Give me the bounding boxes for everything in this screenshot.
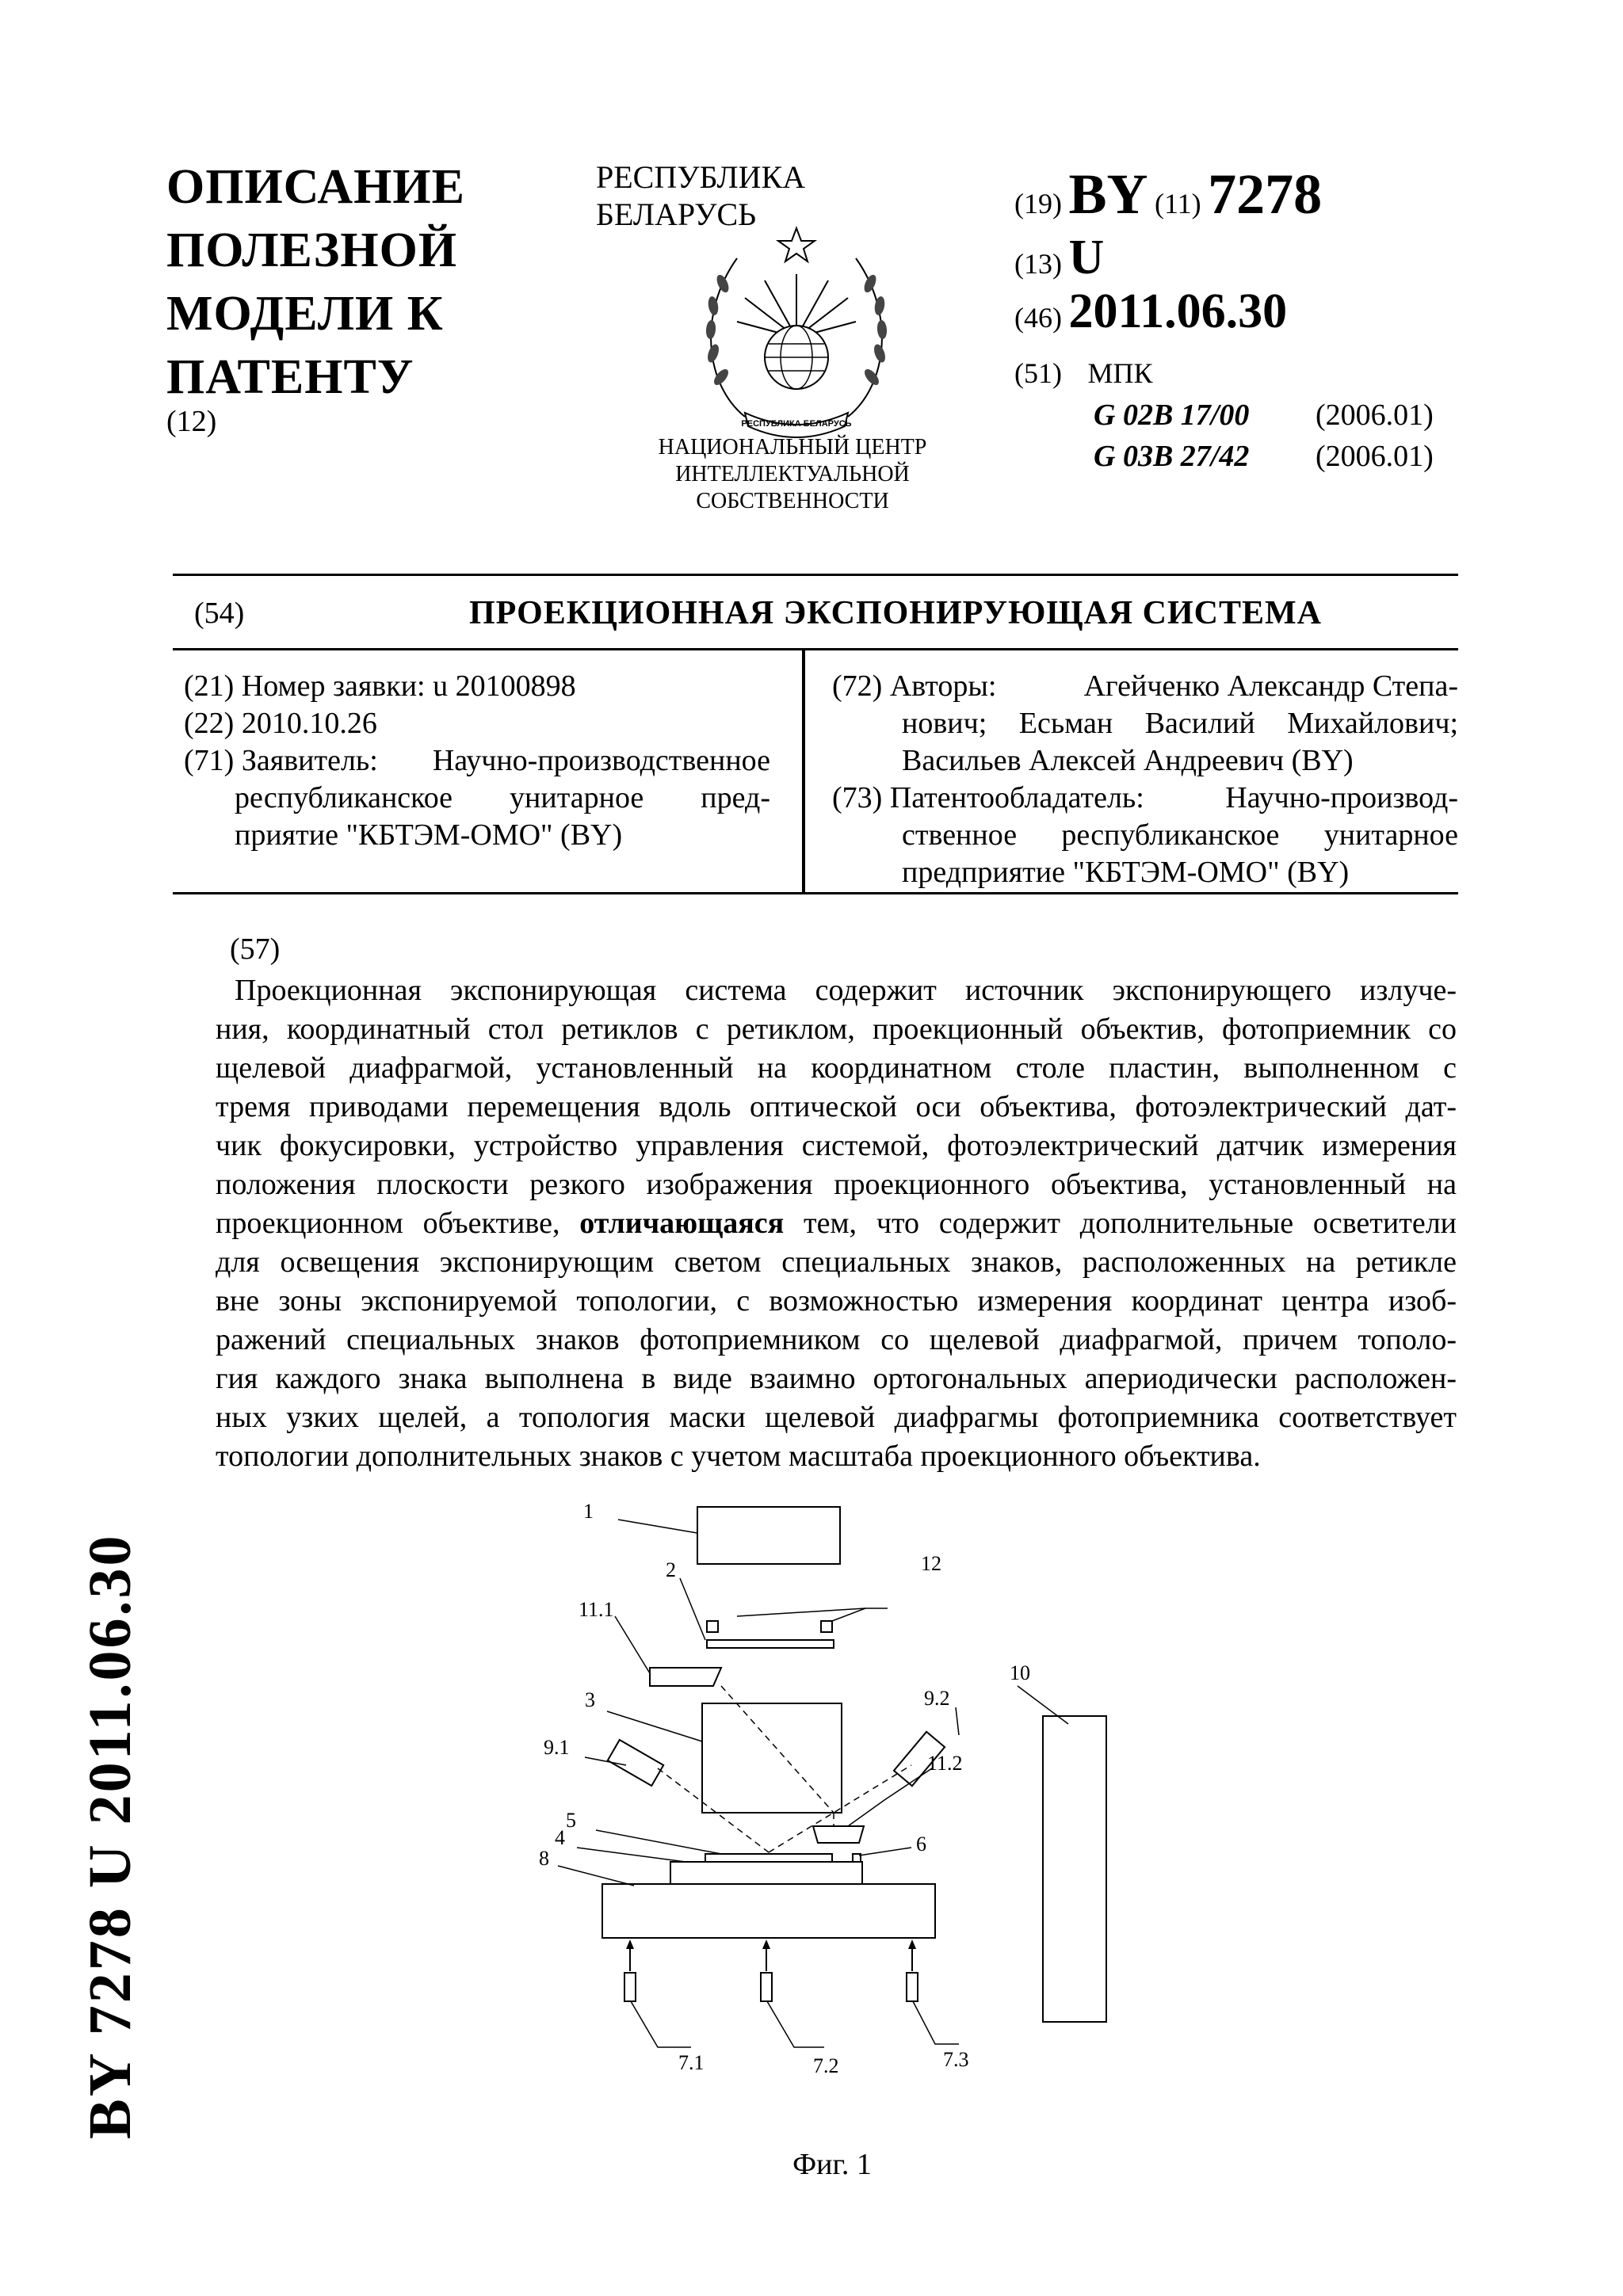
office-line: НАЦИОНАЛЬНЫЙ ЦЕНТР	[658, 435, 927, 460]
abstract-line: тремя приводами перемещения вдоль оптической оси объектива, фотоэлектрический дат-	[216, 1090, 1457, 1123]
abstract-line: положения плоскости резкого изображения проекционного объектива, установленный на	[216, 1168, 1457, 1201]
doc-title-line: ПОЛЕЗНОЙ	[166, 223, 458, 277]
projection-objective	[702, 1703, 842, 1813]
abstract-line: ражений специальных знаков фотоприемником со щелевой диафрагмой, причем тополо-	[216, 1323, 1457, 1356]
doc-title-line: ПАТЕНТУ	[166, 350, 414, 404]
abstract-line: щелевой диафрагмой, установленный на координатном столе пластин, выполненном с	[216, 1051, 1457, 1085]
application-number: u 20100898	[433, 669, 576, 703]
abstract-line: вне зоны экспонируемой топологии, с возможностью измерения координат центра изоб-	[216, 1284, 1457, 1318]
abstract-line: топологии дополнительных знаков с учетом масштаба проекционного объектива.	[216, 1440, 1261, 1473]
rule-top	[173, 574, 1458, 576]
right-column	[832, 668, 1458, 891]
code-11: (11)	[1155, 188, 1201, 219]
doc-title-line: ОПИСАНИЕ	[166, 160, 465, 214]
illuminator-12a	[707, 1621, 718, 1632]
ipc-version: (2006.01)	[1316, 399, 1434, 432]
document-title	[166, 155, 499, 409]
label-3: 3	[585, 1688, 595, 1711]
owner-line: Научно-производ-	[1225, 781, 1458, 814]
authors-line: Агейченко Александр Степа-	[1083, 669, 1458, 703]
wafer	[705, 1854, 832, 1862]
label-7-1: 7.1	[678, 2051, 705, 2074]
office-line: ИНТЕЛЛЕКТУАЛЬНОЙ	[675, 462, 910, 486]
abstract-line: для освещения экспонирующим светом специальных знаков, расположенных на ретикле	[216, 1245, 1457, 1279]
kind-code: U	[1068, 231, 1105, 284]
applicant-line: приятие "КБТЭМ-ОМО" (BY)	[235, 818, 623, 852]
wafer-table	[670, 1862, 862, 1884]
left-column	[184, 668, 770, 854]
abstract-line: ных узких щелей, а топология маски щелевой диафрагмы фотоприемника соответствует	[216, 1401, 1457, 1434]
ipc-label: МПК	[1087, 357, 1153, 389]
mirror-11-1	[650, 1668, 721, 1686]
abstract-line: проекционном объективе, отличающаяся тем, что содержит дополнительные осветители	[216, 1207, 1457, 1240]
authors-line: нович; Есьман Василий Михайлович;	[902, 707, 1458, 740]
office-line: СОБСТВЕННОСТИ	[696, 489, 889, 513]
rule-title-bottom	[173, 648, 1458, 650]
ipc-version: (2006.01)	[1316, 440, 1434, 473]
code-19: (19)	[1014, 188, 1062, 219]
owner-line: ственное республиканское унитарное	[902, 818, 1458, 852]
abstract-text	[216, 971, 1457, 1476]
illuminator-12b	[821, 1621, 832, 1632]
code-13: (13)	[1014, 248, 1062, 280]
control-unit	[1043, 1716, 1106, 2022]
label-4: 4	[555, 1826, 565, 1849]
application-number-line: (21) Номер заявки: u 20100898	[184, 669, 576, 703]
code-12: (12)	[166, 405, 217, 438]
invention-title: ПРОЕКЦИОННАЯ ЭКСПОНИРУЮЩАЯ СИСТЕМА	[469, 595, 1322, 631]
label-11-1: 11.1	[579, 1598, 614, 1621]
abstract-line: гия каждого знака выполнена в виде взаимно ортогональных апериодически расположен-	[216, 1362, 1457, 1395]
abstract-emphasis: отличающаяся	[579, 1207, 785, 1240]
abstract-line: чик фокусировки, устройство управления системой, фотоэлектрический датчик измерения	[216, 1129, 1457, 1162]
label-2: 2	[666, 1558, 676, 1581]
label-9-1: 9.1	[544, 1736, 570, 1759]
state-emblem	[689, 219, 903, 448]
code-54: (54)	[194, 597, 245, 630]
drive-7-3	[907, 1973, 918, 2001]
label-7-2: 7.2	[813, 2054, 839, 2077]
code-51: (51)	[1014, 357, 1062, 389]
applicant-block: (71) Заявитель: Научно-производственное	[184, 742, 770, 780]
figure-1-diagram	[539, 1489, 1109, 2107]
label-12: 12	[921, 1552, 941, 1575]
authors-block: (72) Авторы: Агейченко Александр Степа-	[832, 668, 1458, 705]
label-10: 10	[1010, 1661, 1030, 1684]
ipc-code: G 02B 17/00	[1094, 399, 1250, 432]
coordinate-stage	[602, 1884, 935, 1938]
applicant-line: республиканское унитарное пред-	[235, 781, 770, 814]
figure-caption: Фиг. 1	[792, 2148, 872, 2181]
emblem-ribbon-text: РЕСПУБЛИКА БЕЛАРУСЬ	[741, 419, 852, 429]
drive-7-1	[624, 1973, 636, 2001]
rule-columns-bottom	[173, 892, 1458, 894]
radiation-source	[697, 1507, 840, 1564]
doc-title-line: МОДЕЛИ К	[166, 287, 444, 341]
owner-block: (73) Патентообладатель: Научно-производ-	[832, 780, 1458, 817]
applicant-line: Научно-производственное	[432, 744, 770, 777]
side-document-id: BY 7278 U 2011.06.30	[77, 1533, 143, 2139]
label-5: 5	[566, 1809, 576, 1832]
code-57: (57)	[230, 933, 281, 966]
label-9-2: 9.2	[924, 1687, 950, 1710]
mirror-11-2	[813, 1826, 864, 1843]
label-7-3: 7.3	[943, 2048, 969, 2071]
publication-date: 2011.06.30	[1068, 284, 1288, 338]
ipc-code: G 03B 27/42	[1094, 440, 1250, 473]
owner-line: предприятие "КБТЭМ-ОМО" (BY)	[902, 856, 1350, 889]
republic-name: РЕСПУБЛИКА БЕЛАРУСЬ	[596, 159, 806, 232]
abstract-line: ния, координатный стол ретиклов с ретиклом, проекционный объектив, фотоприемник со	[216, 1013, 1457, 1046]
filing-date: 2010.10.26	[241, 707, 377, 740]
drive-7-2	[761, 1973, 772, 2001]
code-46: (46)	[1014, 302, 1062, 334]
authors-line: Васильев Алексей Андреевич (BY)	[902, 744, 1354, 777]
label-8: 8	[539, 1847, 549, 1870]
label-1: 1	[583, 1500, 594, 1523]
filing-date-line: (22) 2010.10.26	[184, 707, 377, 740]
patent-number: 7278	[1208, 162, 1323, 226]
column-divider	[802, 650, 805, 892]
label-11-2: 11.2	[927, 1752, 963, 1775]
issuing-office	[618, 434, 967, 515]
country-code: BY	[1068, 162, 1148, 226]
abstract-line: Проекционная экспонирующая система содержит источник экспонирующего излуче-	[235, 974, 1457, 1007]
reticle	[707, 1640, 834, 1648]
label-6: 6	[916, 1833, 926, 1855]
